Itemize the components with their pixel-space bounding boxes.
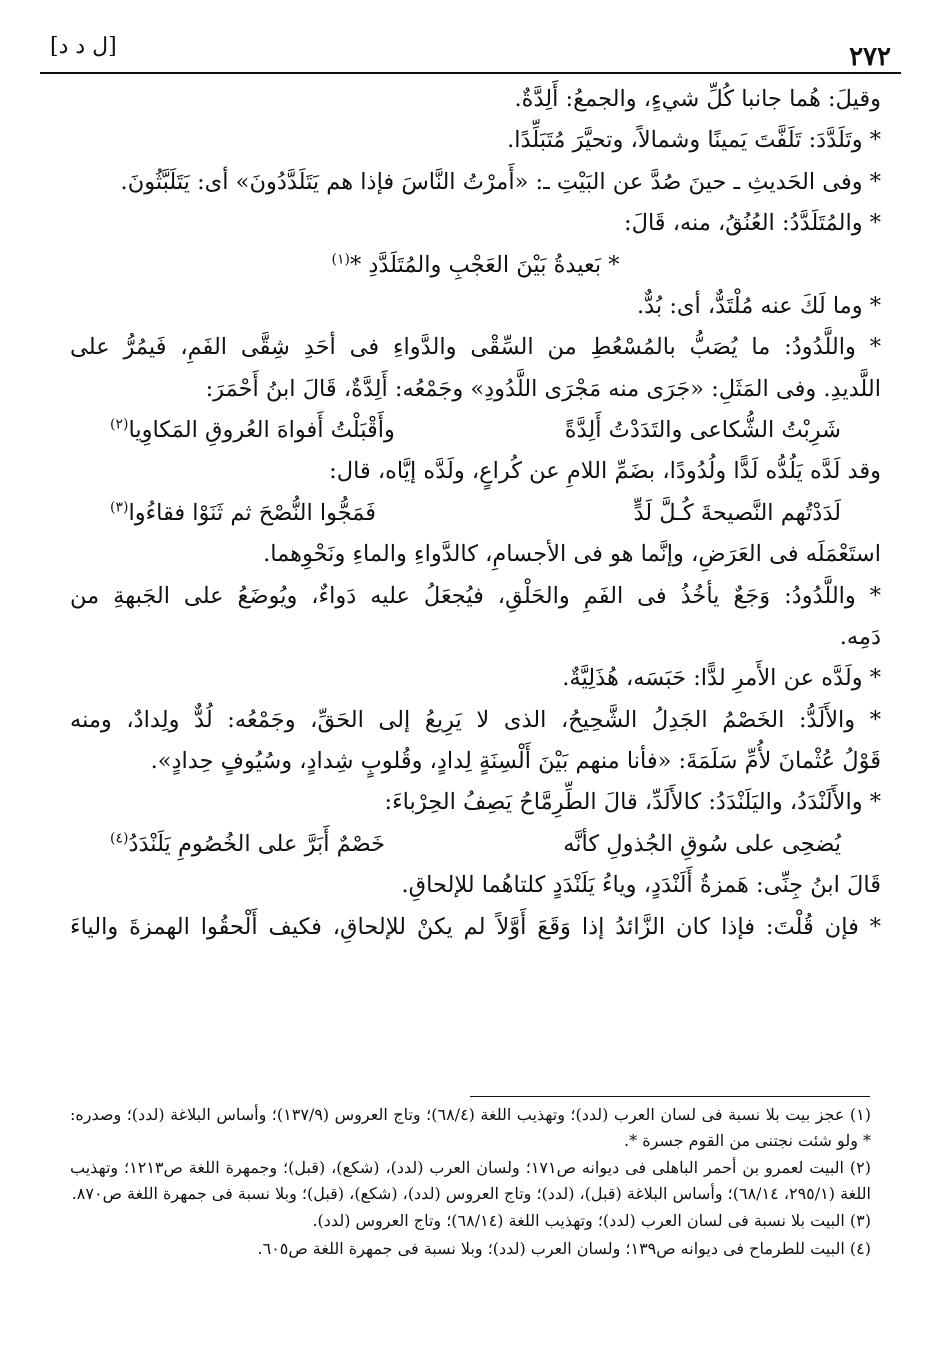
page-number: ٢٧٢ [849,42,891,72]
text-line: وقيلَ: هُما جانبا كُلِّ شيءٍ، والجمعُ: أَلِدَّةٌ. [514,86,881,112]
footnote-ref: (١) [331,251,350,267]
text-line: * وتَلَدَّدَ: تَلَفَّتَ يَمينًا وشمالاً، وتحيَّرَ مُتَبَلِّدًا. [507,127,881,154]
text-line: دَمِه. [839,623,881,650]
text-line: * والأَلَدُّ: الخَصْمُ الجَدِلُ الشَّحِيحُ، الذى لا يَرِيعُ إلى الحَقِّ، وجَمْعُه: لُدٌّ ولِدادٌ، ومنه [70,706,881,733]
text-line: اللَّديدِ. وفى المَثَلِ: «جَرَى منه مَجْرَى اللَّدُودِ» وجَمْعُه: أَلِدَّةٌ، قَالَ ابنُ أَحْمَرَ: [205,375,881,402]
text-line: * وما لَكَ عنه مُلْتَدٌّ، أى: بُدٌّ. [636,292,881,319]
verse-hemistich-left [110,498,376,528]
verse-hemistich-right: لَدَدْتُهم النَّصيحةَ كُـلَّ لَدٍّ [633,499,841,526]
verse-text: خَصْمٌ أَبَرَّ على الخُصُومِ يَلَنْدَدُ [128,830,386,857]
verse-text: فَمَجُّوا النُّصْحَ ثم ثَنَوْا فقاءُوا [128,499,377,526]
text-line: قَالَ ابنُ جِنِّى: هَمزةُ أَلَنْدَدٍ، وياءُ يَلَنْدَدٍ كلتاهُما للإلحاقِ. [401,872,881,899]
text-line: * فإن قُلْتَ: فإذا كان الزَّائدُ إذا وَقَعَ أَوَّلاً لم يكنْ للإلحاقِ، فكيف أَلْحقُوا الهمزةَ والياءَ [70,913,881,940]
text-line: استَعْمَلَه فى العَرَضِ، وإنَّما هو فى الأجسامِ، كالدَّواءِ والماءِ ونَحْوِهما. [263,541,881,568]
footnote: (١) عجز بيت بلا نسبة فى لسان العرب (لدد)؛ وتهذيب اللغة (٦٨/٤)؛ وتاج العروس (١٣٧/٩)؛ وأساس البلاغة (لدد)؛ وصدره: * ولو شئت نجتنى من القوم جسرة *. [70,1105,871,1150]
verse-text: وأَقْبَلْتُ أَفواهَ العُروقِ المَكاوِيا [128,417,395,443]
text-line: وقد لَدَّه يَلُدُّه لَدًّا ولُدُودًا، بضَمِّ اللامِ عن كُراعٍ، ولَدَّه إيَّاه، قال: [329,458,881,485]
verse-line [70,415,881,445]
footnote-ref: (٣) [110,499,129,516]
verse-line [70,829,881,859]
footnote: (٣) البيت بلا نسبة فى لسان العرب (لدد)؛ وتهذيب اللغة (٦٨/١٤)؛ وتاج العروس (لدد). [312,1211,871,1231]
text-line: * واللَّدُودُ: ما يُصَبُّ بالمُسْعُطِ من السِّقْى والدَّواءِ فى أحَدِ شِقَّى الفَمِ، فَيمُرُّ على [70,334,881,361]
footnote: (٤) البيت للطرماح فى ديوانه ص١٣٩؛ ولسان العرب (لدد)؛ وبلا نسبة فى جمهرة اللغة ص٦٠٥. [257,1238,871,1258]
text-line: قَوْلُ عُثْمانَ لأُمِّ سَلَمَةَ: «فأنا منهم بَيْنَ أَلْسِنَةٍ لِدادٍ، وقُلوبٍ شِدادٍ، وسُيُوفٍ حِدادٍ». [150,748,881,774]
main-text [70,84,881,953]
footnote: (٢) البيت لعمرو بن أحمر الباهلى فى ديوانه ص١٧١؛ ولسان العرب (لدد)، (شكع)، (قبل)؛ وجمهرة اللغة ص١٢١٣؛ وتهذيب اللغة (٢٩٥/١، ٦٨/١٤)؛ وأساس البلاغة (قبل)، (لدد)؛ وتاج العروس (لدد)، (شكع)، (قبل)؛ وبلا نسبة فى جمهرة اللغة ص٨٧٠. [70,1158,871,1203]
verse-line [70,250,881,280]
footnote-ref: (٢) [110,416,129,433]
text-line: * ولَدَّه عن الأَمرِ لدًّا: حَبَسَه، هُذَلِيَّةٌ. [562,665,881,692]
verse-hemistich-right: يُضحِى على سُوقِ الجُذولِ كأنَّه [563,830,841,857]
verse-text: * بَعيدةُ بَيْنَ العَجْبِ والمُتَلَدَّدِ * [349,251,620,278]
header-rule [40,72,901,74]
verse-line [70,498,881,528]
text-line: * واللَّدُودُ: وَجَعٌ يأخُذُ فى الفَمِ والحَلْقِ، فيُجعَلُ عليه دَواءٌ، ويُوضَعُ على الجَبهةِ من [70,582,881,609]
text-line: * والأَلَنْدَدُ، واليَلَنْدَدُ: كالأَلَدِّ، قالَ الطِّرِمَّاحُ يَصِفُ الحِرْباءَ: [384,789,881,816]
footnotes [70,1102,871,1264]
text-line: * وفى الحَديثِ ـ حينَ صُدَّ عن البَيْتِ ـ: «أَمرْتُ النَّاسَ فإذا هم يَتَلَدَّدُونَ» أى: يَتَلَبَّثُونَ. [120,168,881,195]
text-line: * والمُتَلَدَّدُ: العُنُقُ، منه، قَالَ: [624,210,881,237]
verse-hemistich-left [110,415,395,445]
footnote-rule [470,1096,870,1097]
footnote-ref: (٤) [110,830,129,847]
page-header [40,28,901,72]
verse-hemistich-left [110,829,385,859]
verse-hemistich-right: شَرِبْتُ الشُّكاعى والتَدَدْتُ أَلِدَّةً [564,417,841,443]
root-marker: [ل د د] [50,34,117,59]
